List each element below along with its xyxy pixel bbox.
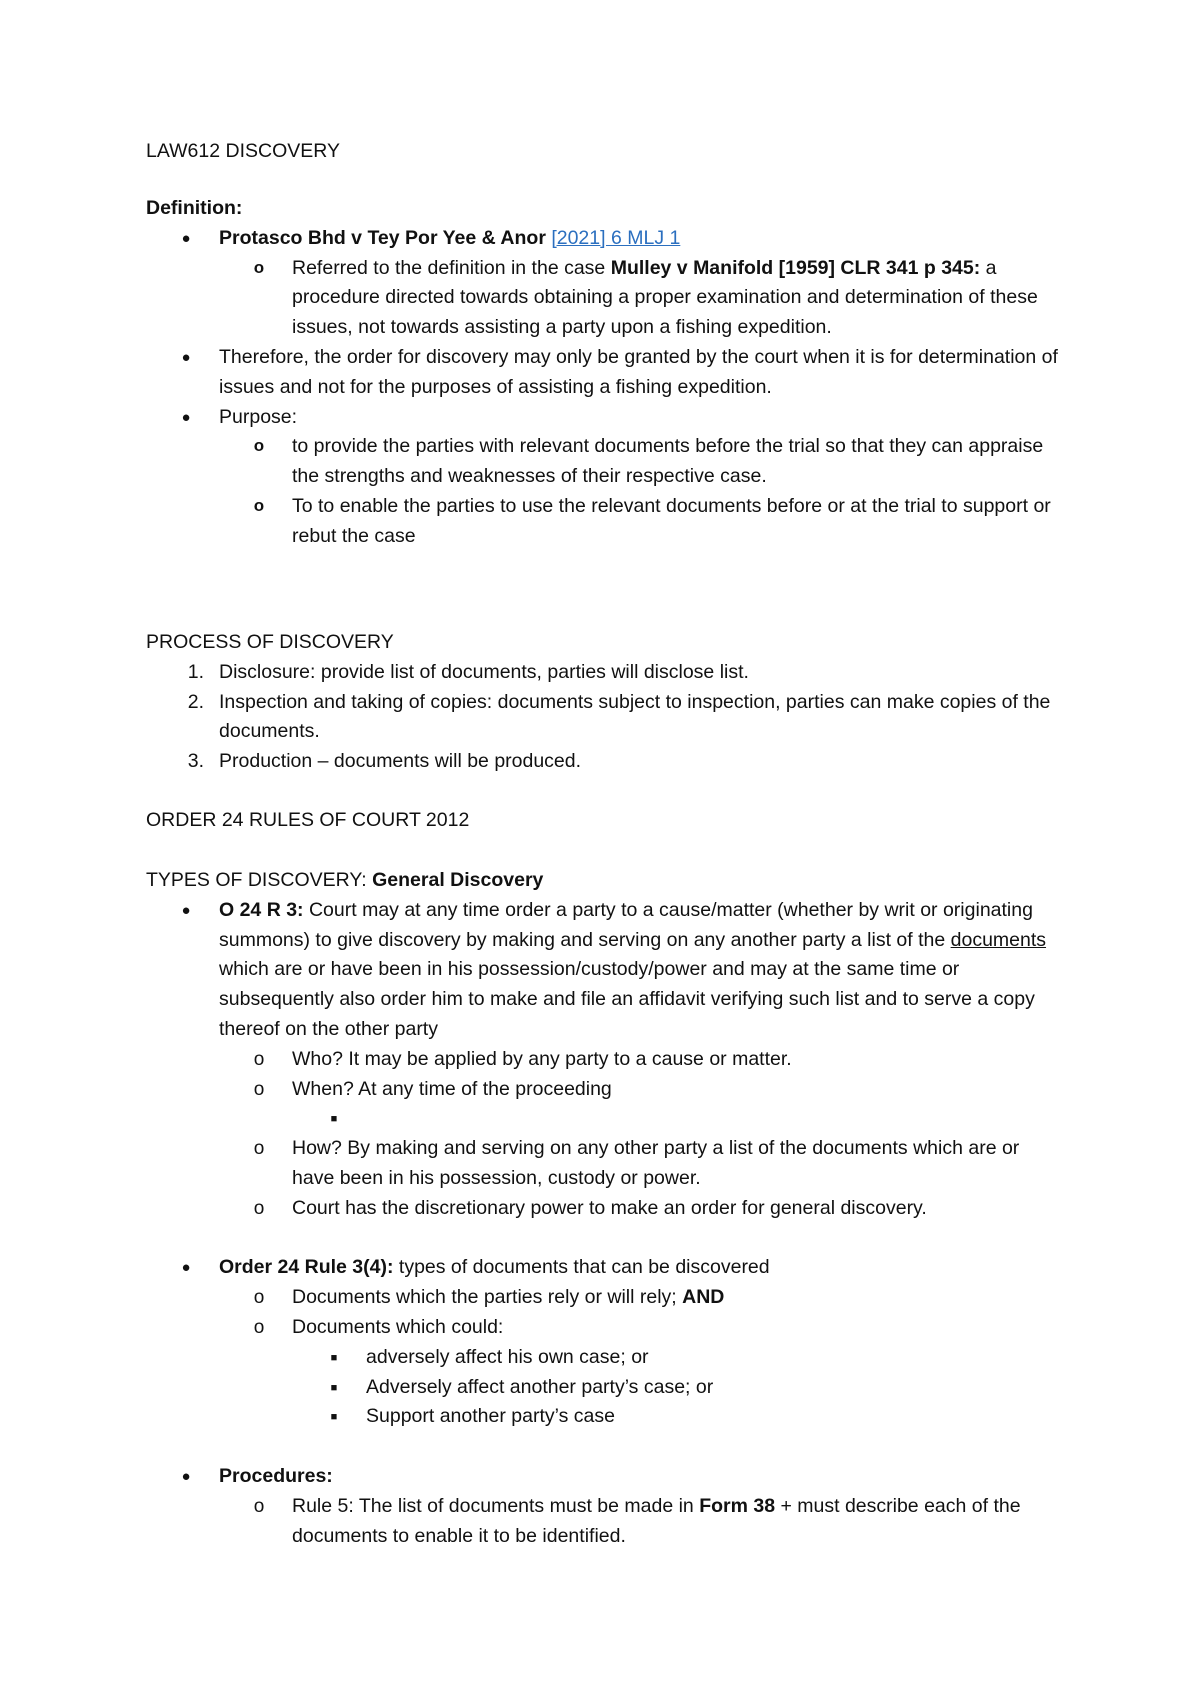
list-item xyxy=(146,1462,1066,1492)
step-text: Inspection and taking of copies: documents subject to inspection, parties can make copies of the documents. xyxy=(219,690,1051,743)
list-item xyxy=(146,432,1066,492)
list-item: ● Order 24 Rule 3(4): types of documents that can be discovered xyxy=(146,1253,1066,1283)
circle-bullet-icon: o xyxy=(253,257,265,277)
list-item: ■ Adversely affect another party’s case; or xyxy=(146,1373,1066,1403)
bullet-icon: ● xyxy=(181,408,191,426)
bullet-icon: ● xyxy=(181,229,191,247)
circle-bullet-icon: o xyxy=(253,1048,265,1070)
spacer xyxy=(146,1224,1066,1254)
list-item xyxy=(146,403,1066,433)
types-list xyxy=(146,896,1066,1552)
sub-intro: Referred to the definition in the case xyxy=(292,256,606,279)
definition-heading: Definition: xyxy=(146,197,243,219)
list-item xyxy=(146,747,1066,777)
list-item xyxy=(146,896,1066,1045)
rule3-text-after: which are or have been in his possession/custody/power and may at the same time or subsequently also order him to make and file an affidavit verifying such list and to serve a copy thereof on the other party xyxy=(219,958,1035,1040)
procedures-label: Procedures: xyxy=(219,1464,333,1487)
list-number: 3. xyxy=(187,750,204,773)
circle-bullet-icon: o xyxy=(253,1316,265,1338)
step-text: Disclosure: provide list of documents, parties will disclose list. xyxy=(219,660,749,683)
circle-bullet-icon: o xyxy=(253,1197,265,1219)
purpose-label: Purpose: xyxy=(219,405,298,428)
list-item: o Documents which could: xyxy=(146,1313,1066,1343)
bullet-icon: ● xyxy=(181,901,191,919)
purpose-text: To to enable the parties to use the relevant documents before or at the trial to support or rebut the case xyxy=(292,494,1051,547)
circle-bullet-icon: o xyxy=(253,1287,265,1309)
rule3-label: O 24 R 3: xyxy=(219,898,304,921)
square-bullet-icon: ■ xyxy=(330,1351,338,1364)
circle-bullet-icon: o xyxy=(253,1495,265,1517)
purpose-text: to provide the parties with relevant documents before the trial so that they can appraise the strengths and weaknesses of their respective case. xyxy=(292,435,1044,488)
therefore-text: Therefore, the order for discovery may only be granted by the court when it is for determination of issues and not for the purposes of assisting a fishing expedition. xyxy=(219,345,1058,398)
list-item: o When? At any time of the proceeding xyxy=(146,1075,1066,1105)
circle-bullet-icon: o xyxy=(253,1078,265,1100)
process-section xyxy=(146,628,1066,777)
list-item: ■ Support another party’s case xyxy=(146,1402,1066,1432)
list-item xyxy=(146,1104,1066,1134)
list-item xyxy=(146,658,1066,688)
sub-case: Mulley v Manifold [1959] CLR 341 p 345: xyxy=(610,256,981,279)
rule3-text: Court may at any time order a party to a cause/matter (whether by writ or originating summons) to give discovery by making and serving on any another party a list of the xyxy=(219,898,1033,951)
definition-section xyxy=(146,194,1066,552)
list-item xyxy=(146,224,1066,254)
list-item: o How? By making and serving on any other party a list of the documents which are or have been in his possession, custody or power. xyxy=(146,1134,1066,1194)
list-item: o Documents which the parties rely or will rely; AND xyxy=(146,1283,1066,1313)
square-bullet-icon: ■ xyxy=(330,1113,338,1126)
list-number: 2. xyxy=(187,690,204,713)
list-item xyxy=(146,688,1066,748)
list-item xyxy=(146,343,1066,403)
definition-list xyxy=(146,224,1066,552)
types-section xyxy=(146,866,1066,1551)
title-block xyxy=(146,137,1066,167)
bullet-icon: ● xyxy=(181,348,191,366)
case-citation-link[interactable]: [2021] 6 MLJ 1 xyxy=(551,226,681,249)
spacer xyxy=(146,1432,1066,1462)
rule34-label: Order 24 Rule 3(4): xyxy=(219,1256,394,1279)
rule3-underlined: documents xyxy=(950,928,1047,951)
types-heading: TYPES OF DISCOVERY: General Discovery xyxy=(146,869,544,891)
list-item: ■ adversely affect his own case; or xyxy=(146,1343,1066,1373)
list-item: o Court has the discretionary power to make an order for general discovery. xyxy=(146,1194,1066,1224)
list-item: o Who? It may be applied by any party to a cause or matter. xyxy=(146,1045,1066,1075)
case-name: Protasco Bhd v Tey Por Yee & Anor xyxy=(219,226,546,249)
list-number: 1. xyxy=(187,660,204,683)
list-item xyxy=(146,254,1066,343)
document-title: LAW612 DISCOVERY xyxy=(146,140,340,162)
list-item: o Rule 5: The list of documents must be made in Form 38 + must describe each of the documents to enable it to be identified. xyxy=(146,1492,1066,1552)
list-item xyxy=(146,492,1066,552)
step-text: Production – documents will be produced. xyxy=(219,750,582,773)
circle-bullet-icon: o xyxy=(253,436,265,456)
bullet-icon: ● xyxy=(181,1467,191,1485)
sub-text: a procedure directed towards obtaining a proper examination and determination of these issues, not towards assisting a party upon a fishing expedition. xyxy=(292,256,1038,339)
process-heading: PROCESS OF DISCOVERY xyxy=(146,631,394,653)
square-bullet-icon: ■ xyxy=(330,1411,338,1424)
bullet-icon: ● xyxy=(181,1259,191,1277)
circle-bullet-icon: o xyxy=(253,495,265,515)
order-heading: ORDER 24 RULES OF COURT 2012 xyxy=(146,809,470,831)
process-list xyxy=(146,658,1066,777)
circle-bullet-icon: o xyxy=(253,1138,265,1160)
order-heading-block xyxy=(146,806,1066,836)
square-bullet-icon: ■ xyxy=(330,1381,338,1394)
